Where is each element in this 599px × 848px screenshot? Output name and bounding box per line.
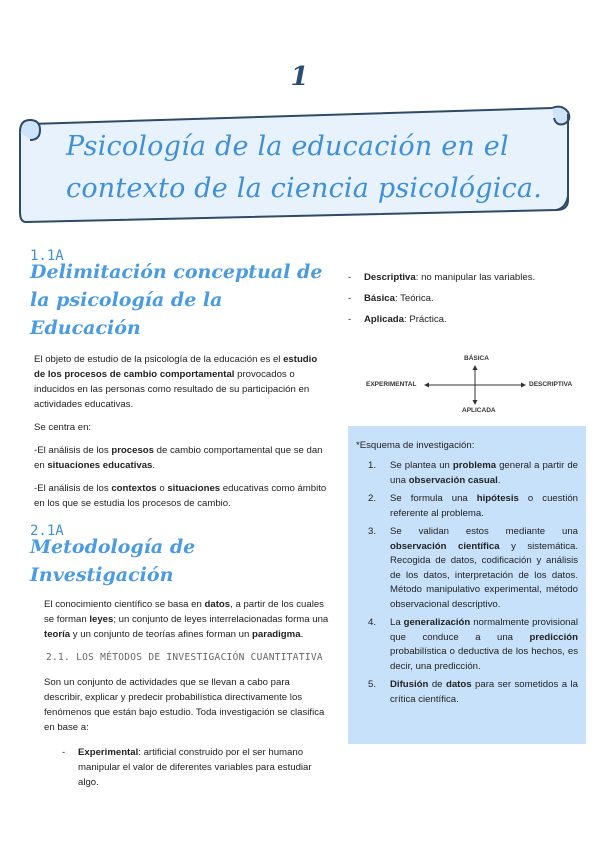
text: y un conjunto de teorías afines forman un — [70, 629, 253, 640]
diagram-label-right: DESCRIPTIVA — [529, 381, 573, 388]
list-item — [356, 492, 578, 521]
text: . — [300, 629, 304, 640]
list-item — [356, 678, 578, 707]
text: El objeto de estudio de la psicología de la educación es el — [34, 354, 284, 365]
method-list — [30, 745, 330, 790]
scheme-list — [356, 459, 578, 707]
bold-text: datos — [445, 679, 472, 690]
bold-text: situaciones educativas — [47, 460, 153, 471]
text: La — [390, 617, 404, 628]
research-scheme-box — [348, 426, 586, 744]
text: , a partir de los cuales se forman — [44, 599, 324, 625]
text: general a partir de una — [390, 460, 578, 486]
bold-text: Experimental — [78, 747, 139, 758]
text: de — [428, 679, 446, 690]
section-1-paragraph-4 — [30, 481, 330, 511]
list-item — [356, 459, 578, 488]
section-1-paragraph-3 — [30, 443, 330, 473]
bold-text: Básica — [364, 293, 395, 304]
text: : Práctica. — [404, 314, 447, 325]
item-number: 5. — [368, 679, 377, 690]
method-types-list — [342, 270, 587, 327]
item-number: 4. — [368, 617, 377, 628]
axes-diagram — [366, 355, 573, 414]
text: educativas como ámbito en los que se estudia los procesos de cambio. — [34, 483, 327, 509]
bold-text: Aplicada — [364, 314, 404, 325]
bold-text: observación casual — [408, 474, 498, 486]
page-number: 1 — [290, 62, 309, 92]
section-1-paragraph-1 — [30, 352, 330, 412]
section-2-subtitle: 2.1. LOS MÉTODOS DE INVESTIGACIÓN CUANTITATIVA — [46, 652, 323, 663]
text: -El análisis de los — [34, 483, 112, 494]
title-banner — [16, 104, 576, 224]
section-1-paragraph-2: Se centra en: — [34, 422, 92, 433]
diagram-label-left: EXPERIMENTAL — [366, 381, 417, 388]
text: : artificial construido por el ser humano manipular el valor de diferentes variables para estudiar algo. — [78, 747, 312, 788]
text: : Teórica. — [394, 293, 434, 304]
document-title — [66, 126, 566, 210]
text: o — [156, 483, 168, 494]
text: El conocimiento científico se basa en — [44, 599, 205, 610]
item-number: 1. — [368, 460, 377, 471]
text: -El análisis de los — [34, 445, 112, 456]
text: . — [152, 460, 156, 471]
scheme-title: *Esquema de investigación: — [356, 440, 475, 451]
text: provocados o inducidos en las personas como resultado de su participación en actividades educativas. — [34, 369, 310, 410]
bold-text: datos — [204, 599, 231, 610]
bold-text: situaciones — [167, 483, 221, 494]
section-2-paragraph-1 — [30, 597, 330, 642]
bullet-dash: - — [348, 293, 352, 304]
list-item — [342, 312, 587, 327]
bold-text: leyes — [89, 614, 114, 625]
bold-text: paradigma — [252, 629, 301, 640]
bold-text: procesos — [111, 445, 154, 456]
bullet-dash: - — [62, 747, 66, 758]
list-item — [356, 525, 578, 612]
item-number: 3. — [368, 526, 377, 537]
section-2-title: Metodología de Investigación — [30, 536, 196, 586]
bold-text: problema — [452, 460, 497, 471]
text: o cuestión referente al problema. — [390, 493, 578, 519]
section-2-number: 2.1A — [30, 523, 64, 539]
section-1-title-line-2: la psicología de la Educación — [30, 289, 223, 339]
diagram-label-top: BÁSICA — [464, 355, 489, 362]
text: probabilística o deductiva de los hechos, es decir, una predicción. — [390, 646, 578, 672]
bold-text: observación científica — [390, 540, 500, 552]
title-line-2: contexto de la ciencia psicológica. — [66, 173, 542, 204]
bold-text: hipótesis — [476, 493, 519, 504]
section-1-title-line-1: Delimitación conceptual de — [30, 261, 323, 283]
bold-text: teoría — [44, 629, 71, 640]
list-item — [56, 745, 330, 790]
text: Se validan estos mediante una — [390, 526, 578, 537]
bold-text: generalización — [403, 617, 471, 628]
list-item — [356, 616, 578, 674]
diagram-label-bottom: APLICADA — [462, 407, 496, 414]
item-number: 2. — [368, 493, 377, 504]
text: Se plantea un — [390, 460, 453, 471]
bullet-dash: - — [348, 314, 352, 325]
text: de cambio comportamental que se dan en — [34, 445, 323, 471]
bold-text: predicción — [529, 631, 578, 643]
bold-text: estudio de los procesos de cambio comportamental — [34, 354, 318, 380]
right-column — [342, 270, 587, 413]
text: normalmente provisional que conduce a una — [390, 617, 578, 643]
section-2-paragraph-2: Son un conjunto de actividades que se llevan a cabo para describir, explicar y predecir probabilística directivamente los fenómenos que están bajo estudio. Toda investigación se clasifica en base a: — [44, 677, 325, 733]
section-1-title — [30, 258, 330, 342]
list-item — [342, 291, 587, 306]
bold-text: Difusión — [390, 679, 429, 690]
text: : no manipular las variables. — [415, 272, 536, 283]
bold-text: Descriptiva — [364, 272, 416, 283]
bullet-dash: - — [348, 272, 352, 283]
text: y sistemática. Recogida de datos, codificación y análisis de los datos, interpretación de los datos. Método manipulativo experimental, método observacional descriptivo. — [390, 540, 578, 610]
text: . — [497, 474, 501, 486]
text: Se formula una — [390, 493, 477, 504]
text: para ser sometidos a la crítica científica. — [390, 679, 578, 705]
left-column — [30, 248, 330, 796]
text: ; un conjunto de leyes interrelacionadas forma una — [113, 614, 329, 625]
bold-text: contextos — [111, 483, 157, 494]
list-item — [342, 270, 587, 285]
title-line-1: Psicología de la educación en el — [66, 131, 509, 162]
section-1-number: 1.1A — [30, 248, 64, 264]
